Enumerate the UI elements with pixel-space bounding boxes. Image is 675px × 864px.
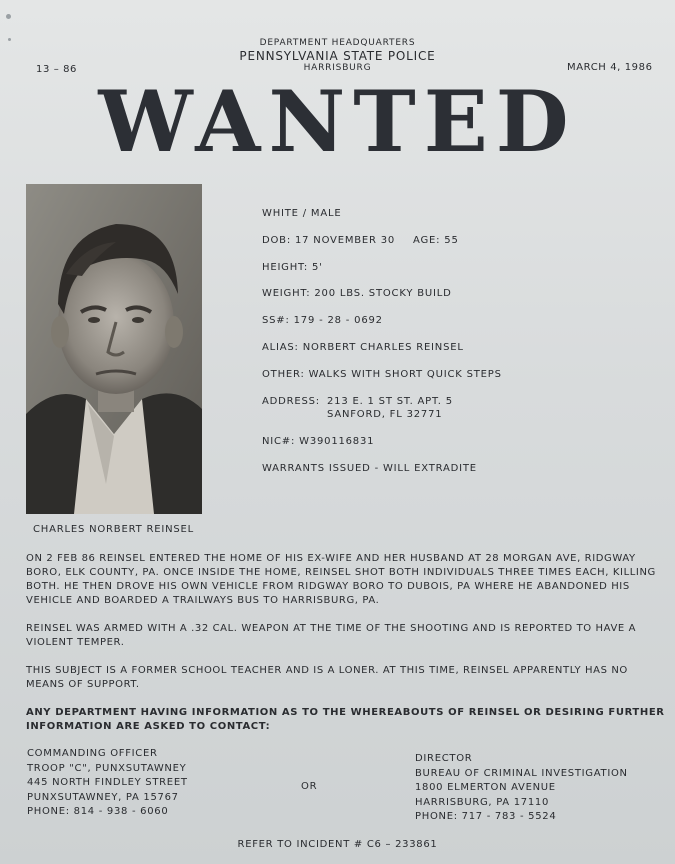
address-line-1: 213 E. 1 ST ST. APT. 5: [327, 396, 453, 407]
height: HEIGHT: 5': [262, 262, 323, 273]
contact-line: 1800 ELMERTON AVENUE: [415, 782, 556, 793]
contact-line: TROOP "C", PUNXSUTAWNEY: [27, 762, 187, 774]
agency-name: PENNSYLVANIA STATE POLICE: [239, 49, 436, 63]
photo-caption: CHARLES NORBERT REINSEL: [33, 524, 195, 535]
contact-phone: PHONE: 717 - 783 - 5524: [415, 811, 557, 822]
address-label: ADDRESS:: [262, 396, 320, 407]
contact-line: PUNXSUTAWNEY, PA 15767: [27, 791, 179, 803]
alias: ALIAS: NORBERT CHARLES REINSEL: [262, 342, 464, 353]
contact-troop-c: [27, 747, 188, 820]
nic-number: NIC#: W390116831: [262, 436, 375, 447]
race-sex: WHITE / MALE: [262, 208, 342, 219]
subject-paragraph: THIS SUBJECT IS A FORMER SCHOOL TEACHER AND IS A LONER. AT THIS TIME, REINSEL APPARENTLY HAS NO MEANS OF SUPPORT.: [26, 665, 628, 690]
contact-bci: [415, 752, 628, 825]
incident-reference: REFER TO INCIDENT # C6 – 233861: [237, 839, 438, 850]
or-separator: OR: [301, 781, 318, 792]
contact-line: BUREAU OF CRIMINAL INVESTIGATION: [415, 767, 628, 779]
address-line-2: SANFORD, FL 32771: [327, 409, 443, 420]
social-security-number: SS#: 179 - 28 - 0692: [262, 315, 383, 326]
warrants-status: WARRANTS ISSUED - WILL EXTRADITE: [262, 463, 477, 474]
paper-mark: [6, 14, 11, 19]
date-of-birth: DOB: 17 NOVEMBER 30: [262, 235, 396, 246]
contact-phone: PHONE: 814 - 938 - 6060: [27, 806, 169, 817]
weight: WEIGHT: 200 LBS. STOCKY BUILD: [262, 288, 452, 299]
agency-city: HARRISBURG: [303, 63, 372, 73]
contact-request-paragraph: ANY DEPARTMENT HAVING INFORMATION AS TO THE WHEREABOUTS OF REINSEL OR DESIRING FURTHER INFORMATION ARE ASKED TO CONTACT:: [26, 707, 665, 732]
contact-line: HARRISBURG, PA 17110: [415, 796, 550, 808]
weapon-paragraph: REINSEL WAS ARMED WITH A .32 CAL. WEAPON AT THE TIME OF THE SHOOTING AND IS REPORTED TO HAVE A VIOLENT TEMPER.: [26, 623, 637, 648]
suspect-photo: [26, 184, 202, 514]
contact-line: 445 NORTH FINDLEY STREET: [27, 777, 188, 788]
narrative: [26, 552, 666, 748]
age: AGE: 55: [413, 235, 459, 246]
bulletin-date: MARCH 4, 1986: [567, 62, 653, 73]
other-traits: OTHER: WALKS WITH SHORT QUICK STEPS: [262, 369, 502, 380]
contact-line: COMMANDING OFFICER: [27, 748, 158, 759]
contact-line: DIRECTOR: [415, 753, 473, 764]
incident-paragraph: ON 2 FEB 86 REINSEL ENTERED THE HOME OF HIS EX-WIFE AND HER HUSBAND AT 28 MORGAN AVE, RIDGWAY BORO, ELK COUNTY, PA. ONCE INSIDE THE HOME, REINSEL SHOT BOTH INDIVIDUALS THREE TIMES EACH, KILLING BOTH. HE THEN DROVE HIS OWN VEHICLE FROM RIDGWAY BORO TO DUBOIS, PA WHERE HE ABANDONED HIS VEHICLE AND BOARDED A TRAILWAYS BUS TO HARRISBURG, PA.: [26, 553, 656, 606]
wanted-title: WANTED: [98, 72, 577, 171]
bulletin-number: 13 – 86: [36, 64, 78, 75]
department-line: DEPARTMENT HEADQUARTERS: [259, 38, 416, 48]
